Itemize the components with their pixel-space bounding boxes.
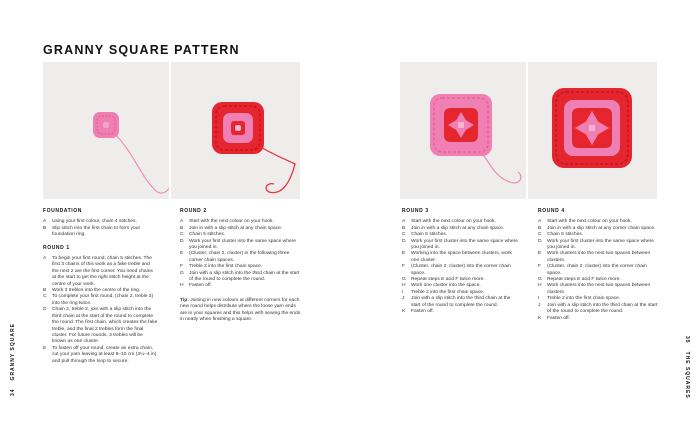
page-number-right: 35: [684, 336, 690, 344]
step-item: C Chain 5 stitches.: [180, 232, 226, 238]
step-item: K Fasten off.: [402, 309, 435, 315]
step-item: J Join with a slip stitch into the third chain at the start of the round to complete the round.: [538, 302, 658, 315]
step-item: A Start with the next colour on your hook.: [180, 219, 274, 225]
step-item: B Work 3 trebles into the centre of the ring.: [43, 288, 141, 294]
step-item: F Treble 2 into the first chain space.: [180, 264, 263, 270]
right-running-head: [684, 336, 690, 399]
section-label-left: GRANNY SQUARE: [10, 323, 16, 381]
step-item: F (Cluster, chain 2, cluster) into the corner chain space.: [538, 264, 647, 276]
step-item: F (Cluster, chain 2, cluster) into the corner chain space.: [402, 264, 511, 276]
step-item: B Slip stitch into the first chain to form your foundation ring.: [43, 225, 141, 238]
step-item: K Fasten off.: [538, 315, 571, 321]
step-item: A To begin your first round, chain 5 stitches. The first 3 chains of this work as a fake treble and the next 2 are the first corner. You need chains at the start to get the right stitch height at the centre of your work.: [43, 256, 153, 287]
round3-column: [402, 208, 520, 316]
left-running-head: [10, 323, 16, 396]
tip-text: Joining in new colours at different corners for each new round helps distribute where the loose yarn ends are in your squares and this helps with sewing the ends in neatly when finishing a square.: [180, 297, 301, 323]
step-item: A Start with the next colour on your hook.: [402, 219, 496, 225]
step-item: C To complete your first round, (chain 2, treble 3) into the ring twice.: [43, 294, 154, 306]
step-item: B Join in with a slip stitch at any chain space.: [402, 225, 505, 231]
step-item: E To fasten off your round, create an extra chain, cut your yarn leaving at least 8–10 cm (3¼–4 in) and pull through the loop to secure.: [43, 345, 157, 364]
foundation-round1-column: [43, 208, 158, 365]
step-item: E Working into the space between clusters, work one cluster.: [402, 251, 512, 263]
step-item: A Start with the next colour on your hook.: [538, 219, 632, 225]
small-pink-square-photo: [43, 62, 169, 199]
step-item: H Work one cluster into the space.: [402, 283, 481, 289]
tip-note: [180, 298, 302, 324]
step-item: I Treble 2 into the first chain space.: [402, 289, 485, 295]
step-item: G Join with a slip stitch into the third chain at the start of the round to complete the round.: [180, 270, 300, 283]
step-item: G Repeat steps E and F twice more.: [402, 277, 485, 283]
round2-column: [180, 208, 302, 324]
step-item: D Chain 2, treble 2, join with a slip stitch into the third chain at the start of the round to complete the round. The first chain, which creates the fake treble, and the final 2 trebles form the final cluster. For future rounds, 3 trebles will be known as one cluster.: [43, 307, 158, 345]
step-item: D Work your first cluster into the same space where you joined in.: [538, 238, 655, 251]
step-item: E (Cluster, chain 2, cluster) in the following three corner chain spaces.: [180, 251, 290, 263]
step-item: B Join in with a slip stitch at any chain space.: [180, 225, 283, 231]
step-item: D Work your first cluster into the same space where you joined in.: [402, 238, 519, 251]
round2-heading: ROUND 2: [180, 208, 207, 214]
step-item: A Using your first colour, chain 4 stitches.: [43, 219, 137, 225]
section-label-right: THE SQUARES: [684, 351, 690, 399]
tip-label: Tip:: [180, 297, 189, 303]
step-item: E Work clusters into the next two spaces between clusters.: [538, 251, 651, 263]
round3-heading: ROUND 3: [402, 208, 429, 214]
step-item: J Join with a slip stitch into the third chain at the start of the round to complete the round.: [402, 296, 511, 308]
step-item: H Work clusters into the next two spaces between clusters.: [538, 283, 651, 295]
round4-heading: ROUND 4: [538, 208, 565, 214]
pink-granny-square-photo: [400, 62, 526, 199]
step-item: G Repeat steps E and F twice more.: [538, 277, 621, 283]
pink-red-square-photo: [171, 62, 300, 199]
step-item: H Fasten off.: [180, 283, 213, 289]
page-number-left: 34: [10, 388, 16, 396]
red-granny-square-photo: [528, 62, 657, 199]
page-title: GRANNY SQUARE PATTERN: [43, 43, 240, 57]
foundation-heading: FOUNDATION: [43, 208, 82, 214]
step-item: C Chain 5 stitches.: [538, 232, 584, 238]
round4-column: [538, 208, 658, 322]
step-item: B Join in with a slip stitch at any corner chain space.: [538, 225, 656, 231]
step-item: I Treble 2 into the first chain space.: [538, 296, 621, 302]
step-item: D Work your first cluster into the same space where you joined in.: [180, 238, 297, 251]
round1-heading: ROUND 1: [43, 244, 70, 251]
step-item: C Chain 5 stitches.: [402, 232, 448, 238]
